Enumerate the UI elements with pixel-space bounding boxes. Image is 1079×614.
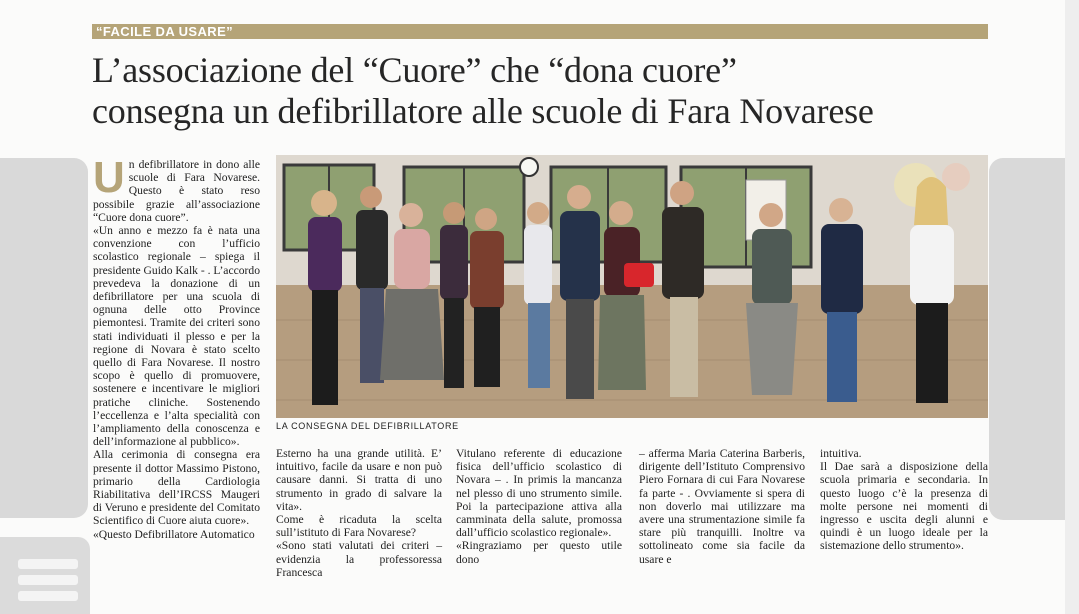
group-photo-illustration — [276, 155, 988, 418]
wall-clock-icon — [520, 158, 538, 176]
paragraph: intuitiva. — [820, 447, 862, 460]
hamburger-menu-button[interactable] — [0, 537, 90, 614]
previous-page-area[interactable] — [0, 158, 88, 518]
article-column-2 — [276, 447, 442, 579]
kicker: “FACILE DA USARE” — [96, 24, 234, 39]
article-column-1 — [93, 153, 260, 541]
article-photo — [276, 155, 988, 418]
headline-line-2: consegna un defibrillatore alle scuole di Fara Novarese — [92, 91, 874, 131]
headline-line-1: L’associazione del “Cuore” che “dona cuore” — [92, 50, 737, 90]
paragraph: Il Dae sarà a disposizione della scuola primaria e secondaria. In questo luogo c’è la presenza di molte persone nei momenti di ingresso e uscita degli alunni e quindi è un luogo ideale per la sistemazione dello strumento». — [820, 460, 988, 553]
photo-caption: LA CONSEGNA DEL DEFIBRILLATORE — [276, 421, 459, 431]
paragraph: «Un anno e mezzo fa è nata una convenzione con l’ufficio scolastico regionale – spiega il presidente Guido Kalk - . L’accordo prevedeva la donazione di un defibrillatore per una scuola di ognuna delle otto Province piemontesi. Tramite dei criteri sono stati individuati il plesso e per la regione di Novara è stato scelto quello di Fara Novarese. Il nostro scopo è quello di promuovere, sostenere e incentivare le migliori pratiche cliniche. Sostenendo l’eccellenza e l’alta specialità con l’ampliamento della conoscenza e dell’informazione al pubblico». — [93, 224, 260, 449]
paragraph: «Sono stati valutati dei criteri – evidenzia la professoressa Francesca — [276, 539, 442, 579]
scrollbar[interactable] — [1065, 0, 1079, 614]
paragraph: «Ringraziamo per questo utile dono — [456, 539, 622, 566]
article-column-4 — [639, 447, 805, 566]
headline — [92, 50, 992, 132]
paragraph: Vitulano referente di educazione fisica dell’ufficio scolastico di Novara – . In primis la mancanza nel plesso di uno strumento simile. Poi la partecipazione attiva alla camminata della salute, promossa dall’ufficio scolastico regionale». — [456, 447, 622, 540]
paragraph: «Questo Defibrillatore Automatico — [93, 527, 255, 541]
article-column-3 — [456, 447, 622, 566]
paragraph: Esterno ha una grande utilità. E’ intuitivo, facile da usare e non può causare danni. Si tratta di uno strumento in grado di salvare la vita». — [276, 447, 442, 513]
paragraph: Alla cerimonia di consegna era presente il dottor Massimo Pistono, primario della Cardiologia Riabilitativa dell’IRCSS Maugeri di Veruno e presidente del Comitato Scientifico di Cuore aiuta cuore». — [93, 448, 260, 528]
paragraph: Come è ricaduta la scelta sull’istituto di Fara Novarese? — [276, 513, 442, 540]
paragraph: – afferma Maria Caterina Barberis, dirigente dell’Istituto Comprensivo Piero Fornara di cui Fara Novarese fa parte - . Ovviamente si spera di non doverlo mai utilizzare ma avere una strumentazione simile fa stare più tranquilli. Inoltre va sottolineato come sia facile da usare e — [639, 447, 805, 566]
drop-cap: U — [93, 153, 125, 202]
article-column-5 — [820, 447, 988, 553]
paragraph: n defibrillatore in dono alle scuole di Fara Novarese. Questo è stato reso possibile grazie all’associazione “Cuore dona cuore”. — [93, 158, 260, 224]
defibrillator-box — [624, 263, 654, 287]
